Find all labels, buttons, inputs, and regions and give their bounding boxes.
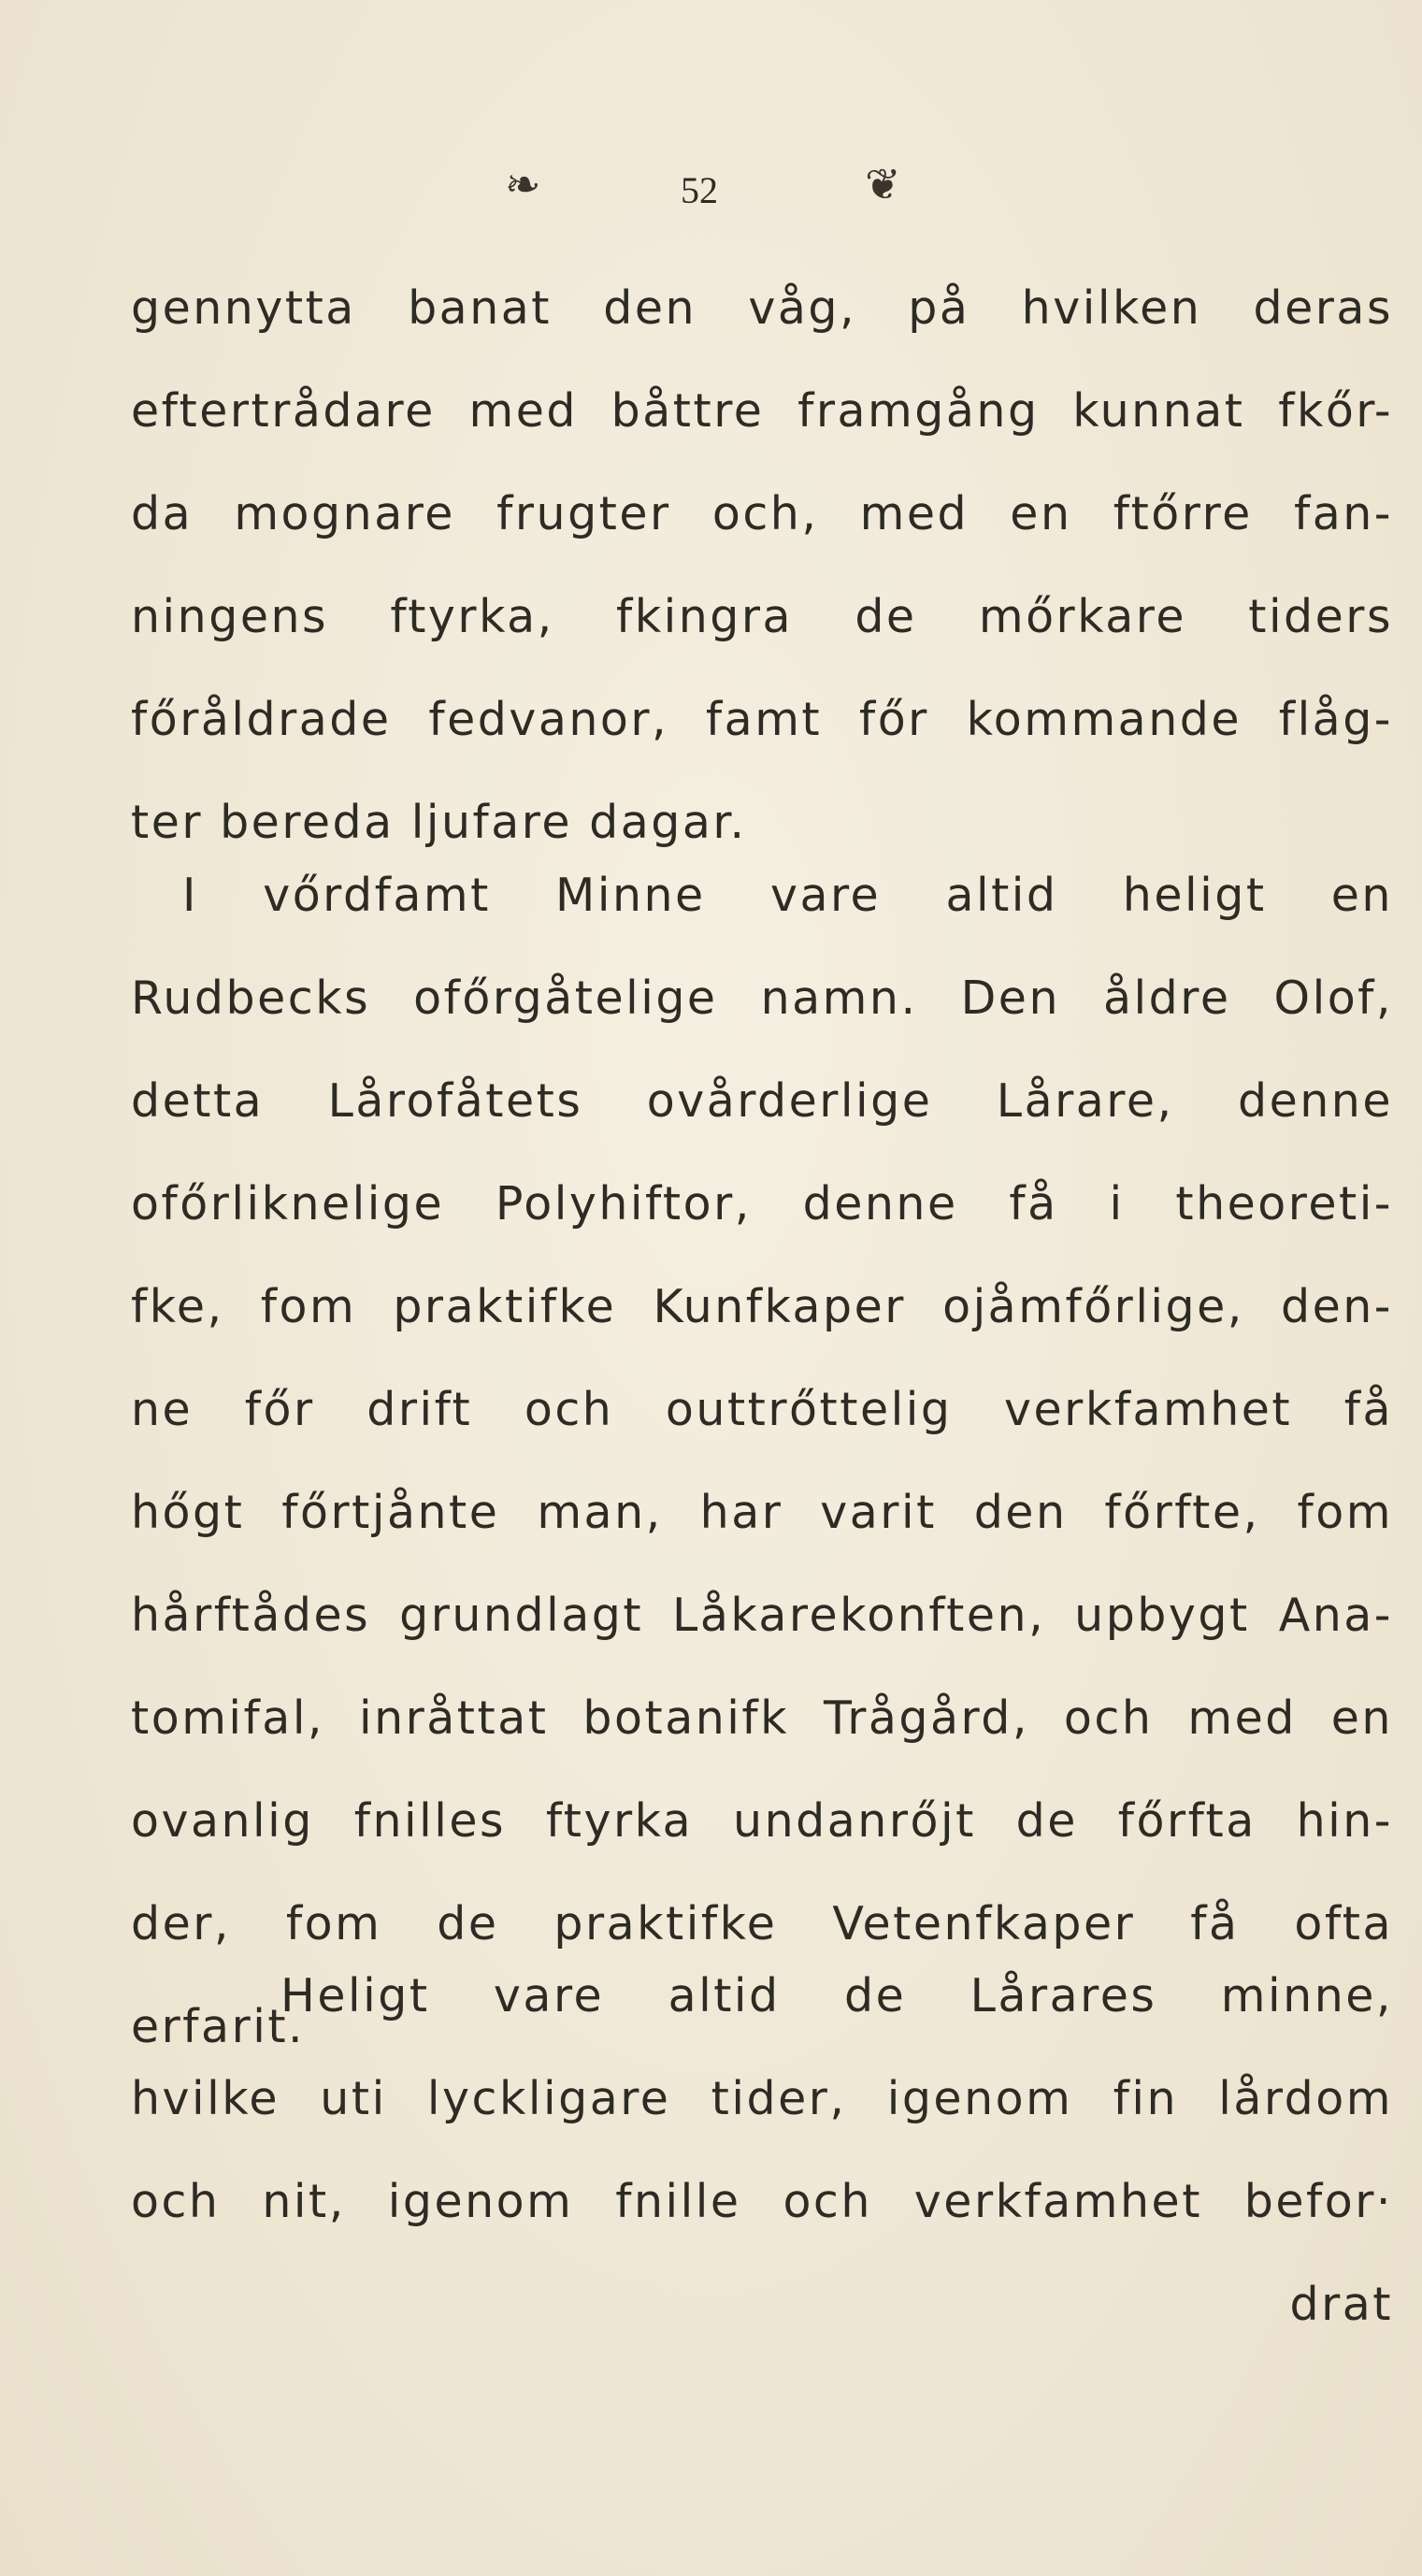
text-line: gennytta banat den våg, på hvilken deras xyxy=(131,281,1393,335)
text-line: ter bereda ljufare dagar. xyxy=(131,796,747,849)
paragraph-1 xyxy=(131,257,1393,874)
text-line: fke, fom praktifke Kunfkaper ojåmfőrlige, den- xyxy=(131,1280,1393,1333)
page-number: 52 xyxy=(681,169,718,211)
text-line: da mognare frugter och, med en ftőrre fan- xyxy=(131,487,1393,540)
catchword: drat xyxy=(1289,2278,1393,2331)
printer-ornament-right-icon: ❦ xyxy=(865,159,901,209)
printer-ornament-left-icon: ❧ xyxy=(505,159,541,209)
text-line: Rudbecks ofőrgåtelige namn. Den åldre Olof, xyxy=(131,971,1393,1025)
text-line: hårftådes grundlagt Låkarekonften, upbygt Ana- xyxy=(131,1589,1393,1642)
text-line: eftertrådare med båttre framgång kunnat fkőr- xyxy=(131,384,1393,438)
text-line: főråldrade fedvanor, famt főr kommande flåg- xyxy=(131,693,1393,746)
paragraph-3 xyxy=(131,1945,1393,2356)
text-line: ningens ftyrka, fkingra de mőrkare tiders xyxy=(131,590,1393,643)
text-line: ne főr drift och outtrőttelig verkfamhet få xyxy=(131,1383,1393,1436)
text-line: ovanlig fnilles ftyrka undanrőjt de főrfta hin- xyxy=(131,1794,1393,1848)
text-line: och nit, igenom fnille och verkfamhet befor· xyxy=(131,2175,1393,2228)
text-line: I vőrdfamt Minne vare altid heligt en xyxy=(182,869,1393,922)
page-header xyxy=(0,159,1422,224)
text-line: ofőrliknelige Polyhiftor, denne få i theoreti- xyxy=(131,1177,1393,1230)
text-line: erfarit. xyxy=(131,2000,306,2053)
text-line: hvilke uti lyckligare tider, igenom fin lårdom xyxy=(131,2072,1393,2125)
text-line: hőgt főrtjånte man, har varit den főrfte, fom xyxy=(131,1486,1393,1539)
text-line: Heligt vare altid de Lårares minne, xyxy=(280,1969,1393,2022)
text-line: detta Lårofåtets ovårderlige Lårare, denne xyxy=(131,1074,1393,1128)
paragraph-2 xyxy=(131,844,1393,2079)
text-line: der, fom de praktifke Vetenfkaper få ofta xyxy=(131,1897,1393,1950)
text-line: tomifal, inråttat botanifk Trågård, och med en xyxy=(131,1691,1393,1745)
